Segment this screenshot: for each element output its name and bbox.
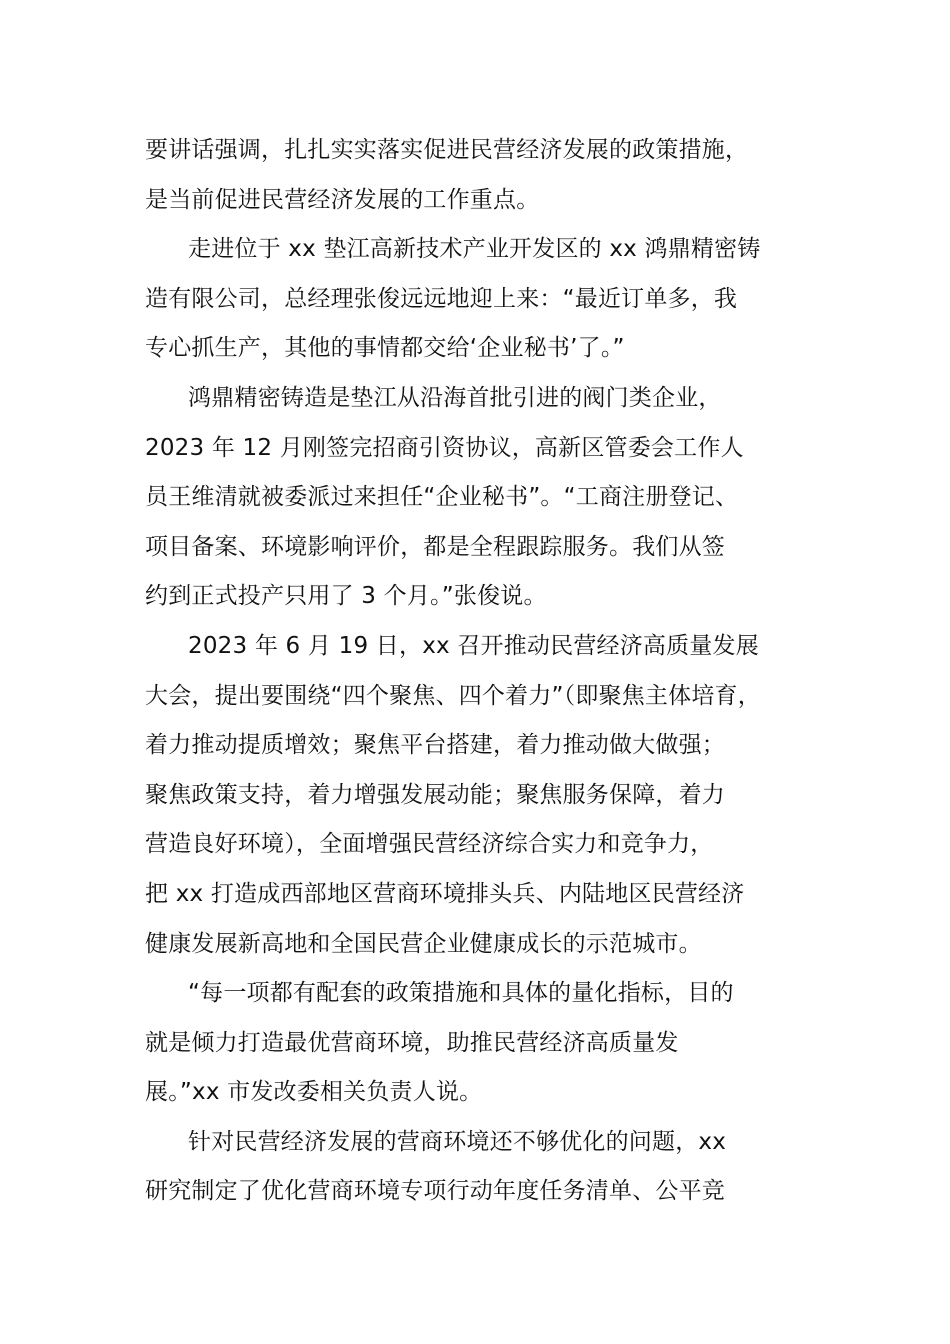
text-line: 约到正式投产只用了 3 个月。”张俊说。 (145, 583, 547, 610)
document-body (145, 126, 825, 1217)
text-line: 营造良好环境），全面增强民营经济综合实力和竞争力， (145, 831, 714, 858)
paragraph-4 (145, 622, 825, 969)
paragraph-1 (145, 126, 825, 225)
text-line: 2023 年 12 月刚签完招商引资协议，高新区管委会工作人 (145, 434, 744, 461)
text-line: “每一项都有配套的政策措施和具体的量化指标，目的 (188, 980, 734, 1007)
paragraph-5 (145, 969, 825, 1118)
text-line: 要讲话强调，扎扎实实落实促进民营经济发展的政策措施， (145, 137, 749, 163)
text-line: 项目备案、环境影响评价，都是全程跟踪服务。我们从签 (145, 533, 725, 560)
text-line: 聚焦政策支持，着力增强发展动能；聚焦服务保障，着力 (145, 781, 725, 808)
text-line: 员王维清就被委派过来担任“企业秘书”。“工商注册登记、 (145, 484, 739, 511)
text-line: 大会，提出要围绕“四个聚焦、四个着力”（即聚焦主体培育， (145, 682, 761, 709)
text-line: 造有限公司，总经理张俊远远地迎上来：“最近订单多，我 (145, 285, 738, 312)
text-line: 针对民营经济发展的营商环境还不够优化的问题，xx (188, 1128, 727, 1155)
text-line: 鸿鼎精密铸造是垫江从沿海首批引进的阀门类企业， (188, 384, 722, 411)
text-line: 研究制定了优化营商环境专项行动年度任务清单、公平竞 (145, 1178, 725, 1205)
paragraph-2 (145, 225, 825, 374)
text-line: 着力推动提质增效；聚焦平台搭建，着力推动做大做强； (145, 732, 725, 759)
text-line: 是当前促进民营经济发展的工作重点。 (145, 186, 540, 213)
text-line: 就是倾力打造最优营商环境，助推民营经济高质量发 (145, 1029, 679, 1056)
text-line: 走进位于 xx 垫江高新技术产业开发区的 xx 鸿鼎精密铸 (188, 236, 761, 263)
text-line: 2023 年 6 月 19 日，xx 召开推动民营经济高质量发展 (188, 632, 759, 659)
text-line: 健康发展新高地和全国民营企业健康成长的示范城市。 (145, 930, 702, 957)
text-line: 专心抓生产，其他的事情都交给‘企业秘书’了。” (145, 335, 625, 362)
text-line: 展。”xx 市发改委相关负责人说。 (145, 1079, 483, 1106)
paragraph-3 (145, 374, 825, 622)
text-line: 把 xx 打造成西部地区营商环境排头兵、内陆地区民营经济 (145, 880, 745, 907)
paragraph-6 (145, 1118, 825, 1217)
